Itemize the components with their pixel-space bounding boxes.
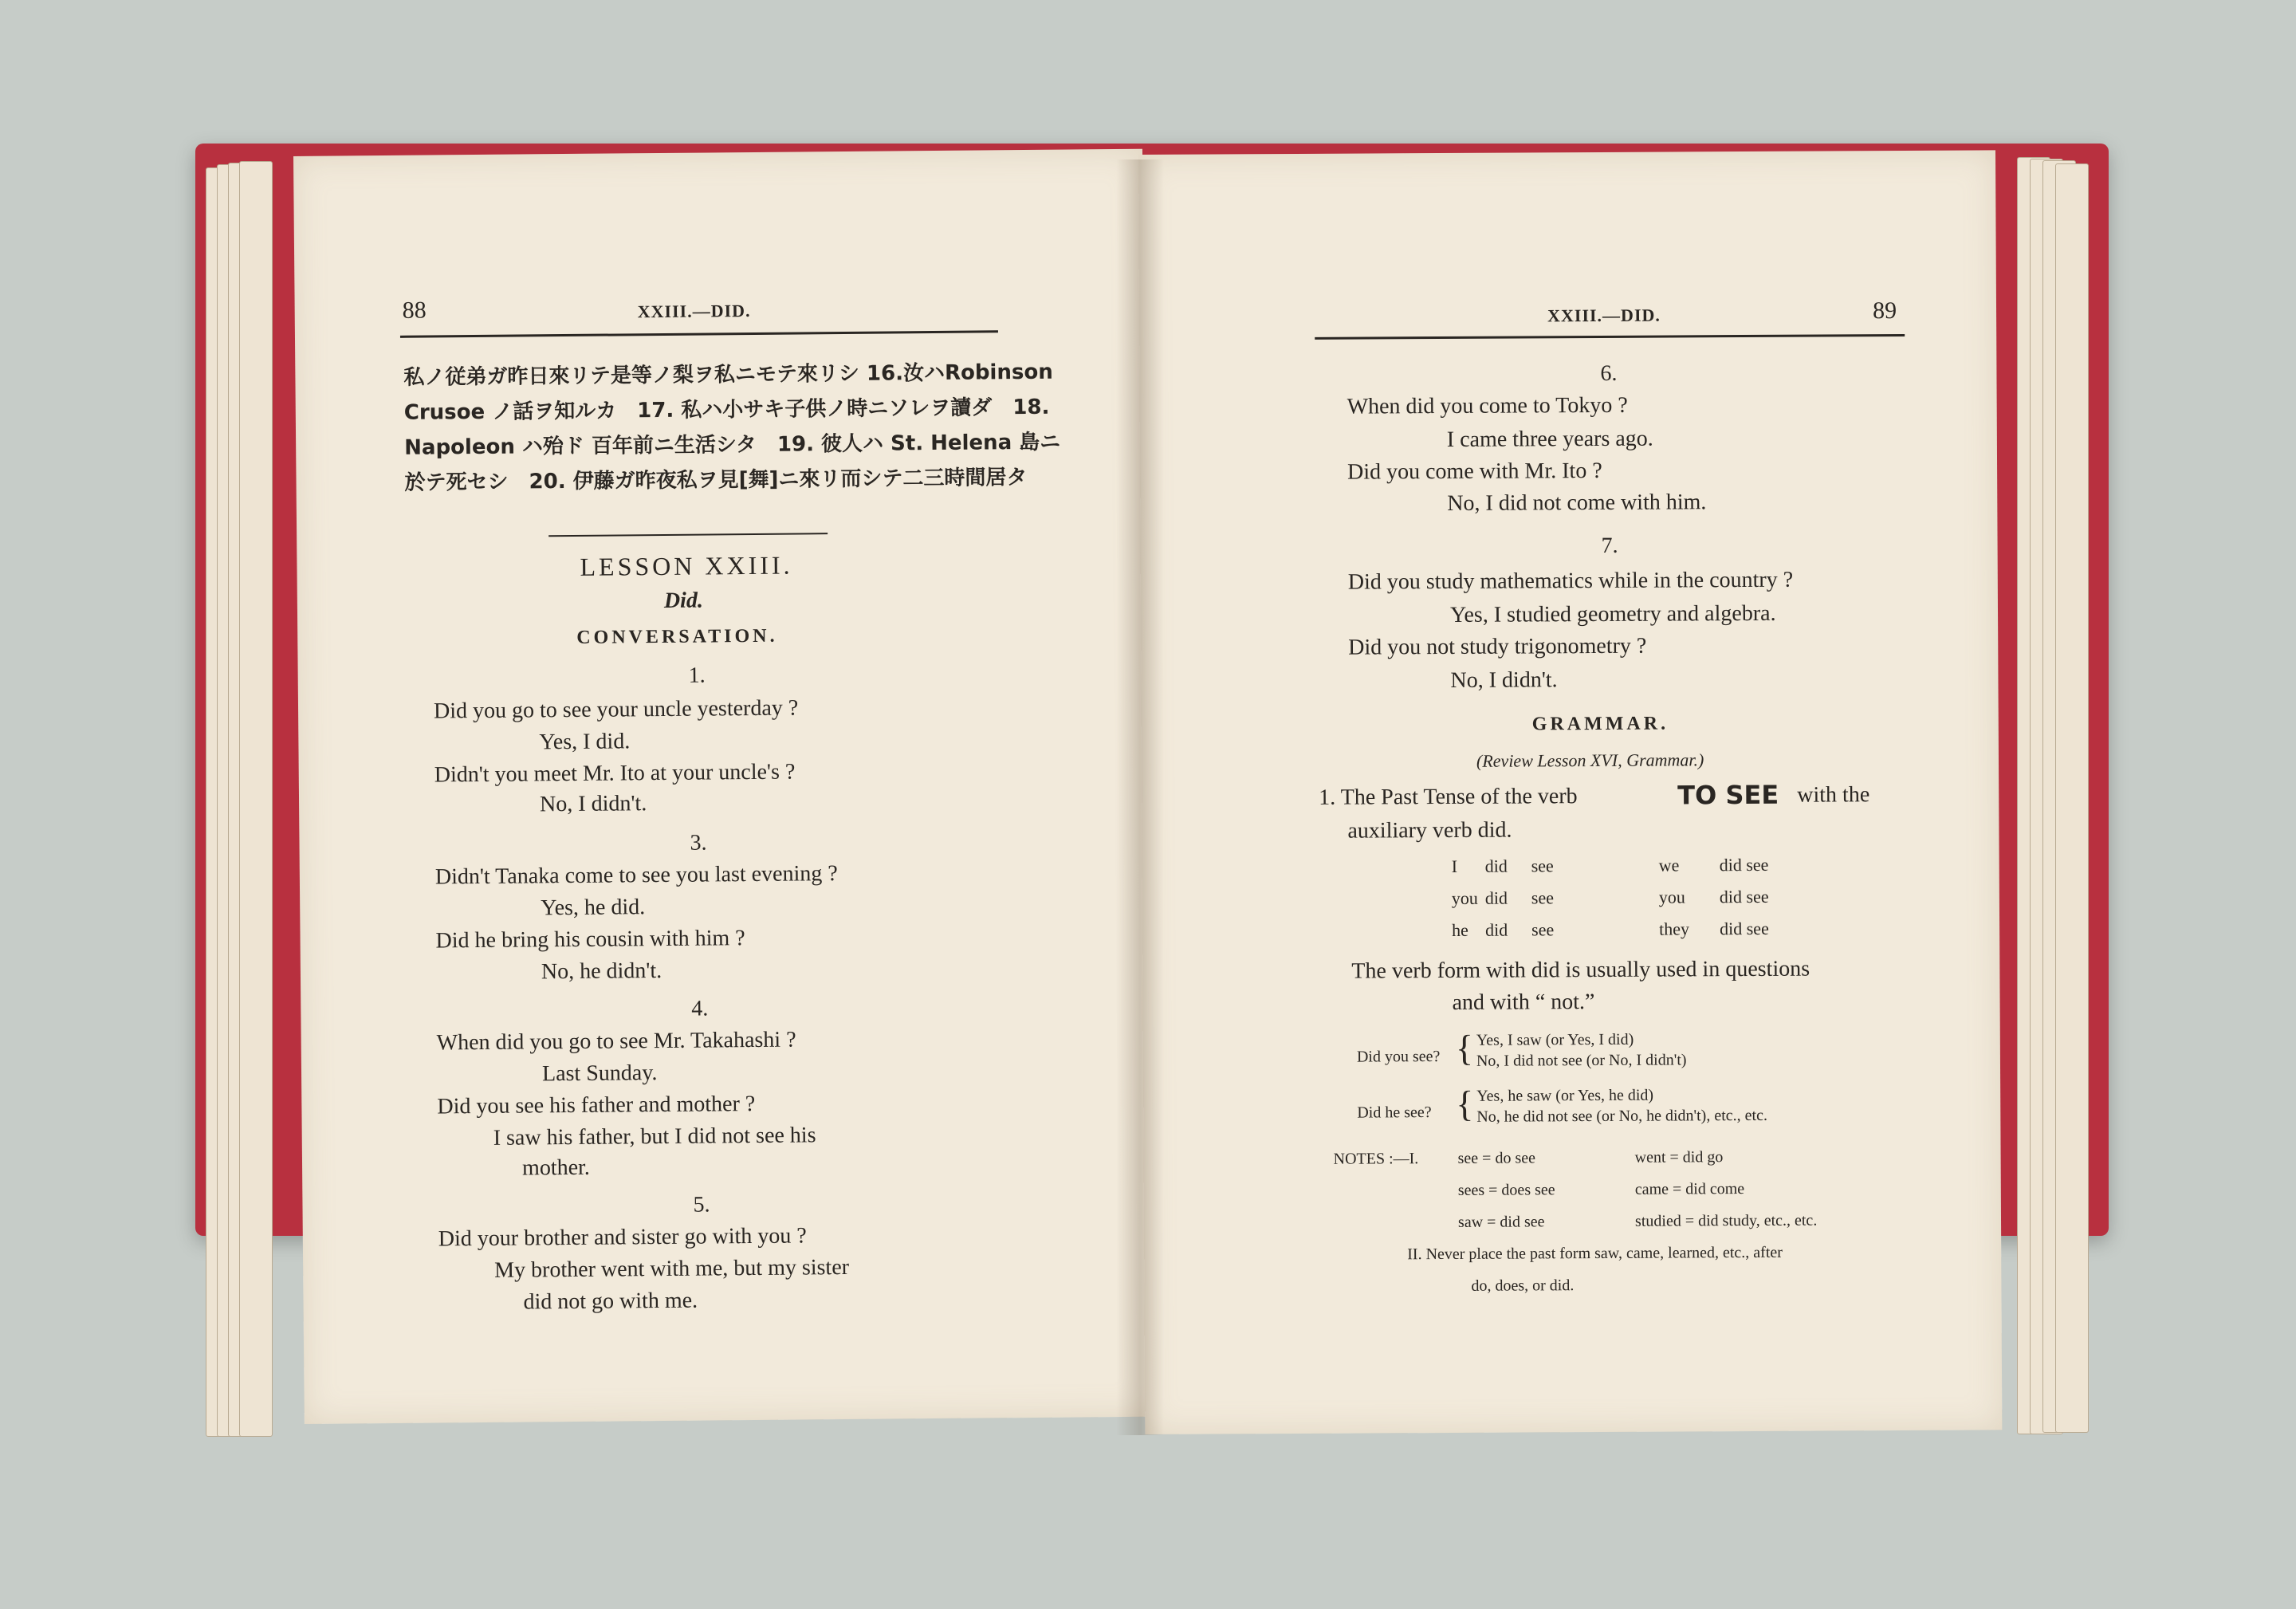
dialog-line: Didn't Tanaka come to see you last evening ? — [434, 861, 838, 890]
dialog-number: 5. — [693, 1192, 710, 1218]
grammar-title: GRAMMAR. — [1531, 713, 1669, 735]
left-page-edges — [206, 159, 309, 1443]
dialog-line: No, I didn't. — [1450, 667, 1558, 693]
rule-one-a: 1. The Past Tense of the verb — [1319, 784, 1578, 810]
dialog-line: Did you come with Mr. Ito ? — [1347, 458, 1602, 485]
usage-line-2: and with “ not.” — [1452, 989, 1595, 1015]
dialog-line: did not go with me. — [523, 1288, 698, 1315]
dialog-number: 3. — [690, 830, 707, 856]
conj-form: did see — [1719, 886, 1769, 907]
dialog-line: Did your brother and sister go with you ? — [438, 1223, 807, 1252]
jp-line-4: 於テ死セシ 20. 伊藤ガ昨夜私ヲ見[舞]ニ來リ而シテ二三時間居タ — [404, 465, 1028, 495]
note-pair-left: saw = did see — [1457, 1213, 1545, 1231]
note-two-b: do, does, or did. — [1471, 1277, 1575, 1295]
dialog-line: When did you come to Tokyo ? — [1347, 392, 1628, 419]
header-rule — [1315, 334, 1905, 340]
brace: { — [1456, 1083, 1474, 1124]
note-pair-left: see = do see — [1457, 1149, 1536, 1167]
section-title: CONVERSATION. — [576, 625, 778, 648]
header-rule — [400, 330, 998, 338]
conj-aux: did — [1485, 919, 1508, 940]
lesson-subtitle: Did. — [663, 588, 704, 613]
dialog-line: Last Sunday. — [541, 1060, 658, 1087]
dialog-line: My brother went with me, but my sister — [494, 1254, 850, 1283]
answer-2b: No, he did not see (or No, he didn't), etc., etc. — [1476, 1106, 1767, 1126]
conj-verb: see — [1531, 887, 1555, 908]
question-1: Did you see? — [1356, 1048, 1441, 1066]
book-gutter — [1116, 159, 1164, 1435]
dialog-line: No, he didn't. — [541, 958, 662, 985]
dialog-line: Yes, I did. — [539, 729, 631, 755]
dialog-number: 7. — [1601, 533, 1618, 558]
dialog-line: Did he bring his cousin with him ? — [435, 926, 745, 954]
dialog-line: When did you go to see Mr. Takahashi ? — [436, 1027, 796, 1056]
conj-form: did see — [1719, 854, 1769, 875]
conj-pronoun: you — [1658, 887, 1685, 907]
dialog-number: 6. — [1600, 360, 1618, 386]
question-2: Did he see? — [1357, 1103, 1432, 1122]
dialog-line: Did you study mathematics while in the country ? — [1347, 567, 1794, 595]
answer-1a: Yes, I saw (or Yes, I did) — [1476, 1030, 1634, 1049]
conj-pronoun: I — [1451, 856, 1458, 876]
note-two-a: II. Never place the past form saw, came, learned, etc., after — [1407, 1243, 1783, 1264]
conj-pronoun: he — [1452, 919, 1468, 940]
brace: { — [1455, 1027, 1474, 1068]
dialog-line: Did you not study trigonometry ? — [1348, 633, 1647, 660]
rule-one-c: auxiliary verb did. — [1347, 817, 1512, 844]
answer-1b: No, I did not see (or No, I didn't) — [1476, 1051, 1687, 1070]
rule-one-verb: TO SEE — [1677, 779, 1779, 811]
running-head: XXIII.—DID. — [637, 301, 751, 322]
dialog-line: Didn't you meet Mr. Ito at your uncle's ? — [434, 759, 796, 788]
section-rule — [548, 533, 828, 537]
dialog-line: I came three years ago. — [1446, 426, 1653, 452]
dialog-number: 1. — [688, 663, 706, 688]
dialog-line: Did you go to see your uncle yesterday ? — [433, 695, 799, 724]
note-pair-right: studied = did study, etc., etc. — [1634, 1211, 1818, 1230]
jp-line-1: 私ノ従弟ガ昨日來リテ是等ノ梨ヲ私ニモテ來リシ 16.汝ハRobinson — [403, 360, 1053, 390]
conj-aux: did — [1484, 856, 1508, 876]
conj-pronoun: they — [1659, 919, 1690, 939]
jp-line-2: Crusoe ノ話ヲ知ルカ 17. 私ハ小サキ子供ノ時ニソレヲ讀ダ 18. — [403, 395, 1050, 425]
dialog-number: 4. — [691, 996, 709, 1021]
dialog-line: Yes, he did. — [541, 895, 646, 921]
jp-line-3: Napoleon ハ殆ド 百年前ニ生活シタ 19. 彼人ハ St. Helena 島ニ — [404, 430, 1061, 460]
usage-line-1: The verb form with did is usually used in questions — [1351, 956, 1810, 984]
grammar-note: (Review Lesson XVI, Grammar.) — [1476, 749, 1704, 771]
rule-one-b: with the — [1797, 782, 1870, 808]
dialog-line: Yes, I studied geometry and algebra. — [1449, 600, 1776, 627]
page-number: 88 — [402, 297, 427, 324]
dialog-line: Did you see his father and mother ? — [437, 1091, 756, 1119]
note-pair-left: sees = does see — [1457, 1181, 1555, 1199]
right-page — [1138, 150, 2002, 1434]
dialog-line: No, I didn't. — [539, 791, 647, 817]
note-pair-right: came = did come — [1634, 1180, 1745, 1198]
dialog-line: I saw his father, but I did not see his — [493, 1123, 816, 1151]
conj-form: did see — [1720, 918, 1769, 939]
dialog-line: No, I did not come with him. — [1447, 490, 1707, 516]
conj-verb: see — [1531, 919, 1555, 940]
dialog-line: mother. — [521, 1155, 590, 1181]
conj-aux: did — [1484, 887, 1508, 908]
page-number: 89 — [1872, 297, 1897, 325]
running-head: XXIII.—DID. — [1547, 305, 1661, 326]
lesson-title: LESSON XXIII. — [580, 550, 793, 581]
conj-pronoun: you — [1451, 887, 1478, 908]
notes-label: NOTES :—I. — [1333, 1150, 1419, 1168]
answer-2a: Yes, he saw (or Yes, he did) — [1476, 1086, 1654, 1105]
left-page — [293, 149, 1154, 1424]
conj-verb: see — [1531, 856, 1554, 876]
conj-pronoun: we — [1658, 855, 1680, 875]
note-pair-right: went = did go — [1634, 1148, 1724, 1166]
